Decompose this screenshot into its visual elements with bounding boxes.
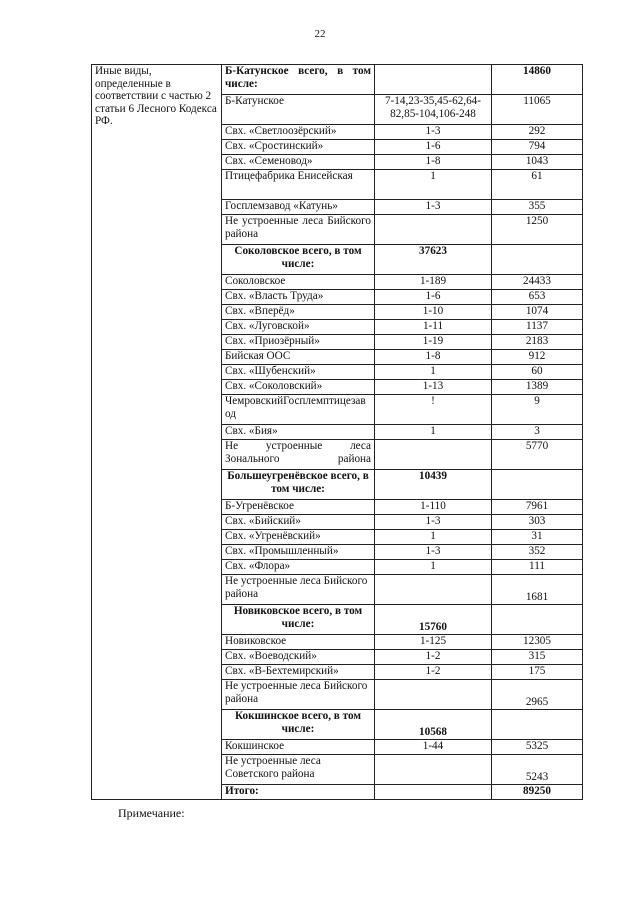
area-cell: 653 [492, 290, 583, 305]
quarters-cell: 10439 [375, 470, 492, 500]
forestry-name-cell: Свх. «Бийский» [222, 515, 375, 530]
page-number: 22 [314, 28, 326, 40]
quarters-cell: 7-14,23-35,45-62,64-82,85-104,106-248 [375, 95, 492, 125]
quarters-cell: 1 [375, 560, 492, 575]
area-cell: 355 [492, 200, 583, 215]
area-cell: 2183 [492, 335, 583, 350]
area-cell: 5243 [492, 755, 583, 785]
area-cell: 352 [492, 545, 583, 560]
quarters-cell: ! [375, 395, 492, 425]
forestry-name-cell: Б-Угренёвское [222, 500, 375, 515]
forestry-name-cell: Свх. «Соколовский» [222, 380, 375, 395]
area-cell: 315 [492, 650, 583, 665]
area-cell: 60 [492, 365, 583, 380]
area-cell: 912 [492, 350, 583, 365]
forestry-name-cell: Свх. «Промышленный» [222, 545, 375, 560]
total-label-cell: Итого: [222, 785, 375, 800]
quarters-cell: 1-44 [375, 740, 492, 755]
table-row [92, 65, 583, 95]
quarters-cell: 1 [375, 365, 492, 380]
forest-type-label: Иные виды, определенные в соответствии с частью 2 статьи 6 Лесного Кодекса РФ. [95, 65, 217, 128]
total-area-cell: 89250 [492, 785, 583, 800]
area-cell [492, 710, 583, 740]
quarters-cell: 37623 [375, 245, 492, 275]
area-cell: 5770 [492, 440, 583, 470]
forestry-name-cell: Свх. «Вперёд» [222, 305, 375, 320]
area-cell: 31 [492, 530, 583, 545]
area-cell: 292 [492, 125, 583, 140]
area-cell [492, 470, 583, 500]
forestry-name-cell: Не устроенные леса Бийского района [222, 680, 375, 710]
quarters-cell: 1-189 [375, 275, 492, 290]
area-cell: 175 [492, 665, 583, 680]
quarters-cell: 1 [375, 530, 492, 545]
quarters-cell: 1-6 [375, 290, 492, 305]
quarters-cell: 1 [375, 170, 492, 200]
quarters-cell [375, 215, 492, 245]
forestry-name-cell: Госплемзавод «Катунь» [222, 200, 375, 215]
area-cell: 9 [492, 395, 583, 425]
quarters-cell [375, 65, 492, 95]
quarters-cell: 1-8 [375, 155, 492, 170]
quarters-cell [375, 575, 492, 605]
note-label: Примечание: [118, 806, 185, 820]
quarters-cell: 1-8 [375, 350, 492, 365]
forestry-name-cell: Не устроенные леса Зонального района [222, 440, 375, 470]
forestry-name-cell: Свх. «В-Бехтемирский» [222, 665, 375, 680]
quarters-cell: 1-13 [375, 380, 492, 395]
forestry-name-cell: Соколовское [222, 275, 375, 290]
forestry-name-cell: ЧемровскийГосплемптицезавод [222, 395, 375, 425]
forestry-name-cell: Свх. «Шубенский» [222, 365, 375, 380]
area-cell: 7961 [492, 500, 583, 515]
quarters-cell: 1-11 [375, 320, 492, 335]
quarters-cell: 1-10 [375, 305, 492, 320]
quarters-cell: 1-2 [375, 665, 492, 680]
area-cell: 1250 [492, 215, 583, 245]
area-cell: 1043 [492, 155, 583, 170]
forestry-name-cell: Б-Катунское всего, в том числе: [222, 65, 375, 95]
area-cell [492, 245, 583, 275]
quarters-cell: 1 [375, 425, 492, 440]
forestry-name-cell: Не устроенные леса Бийского района [222, 575, 375, 605]
area-cell: 14860 [492, 65, 583, 95]
quarters-cell: 1-6 [375, 140, 492, 155]
forestry-name-cell: Большеугренёвское всего, в том числе: [222, 470, 375, 500]
forestry-name-cell: Свх. «Воеводский» [222, 650, 375, 665]
quarters-cell [375, 680, 492, 710]
area-cell: 12305 [492, 635, 583, 650]
forestry-name-cell: Свх. «Власть Труда» [222, 290, 375, 305]
forestry-name-cell: Свх. «Светлоозёрский» [222, 125, 375, 140]
quarters-cell: 1-19 [375, 335, 492, 350]
area-cell: 5325 [492, 740, 583, 755]
area-cell [492, 605, 583, 635]
quarters-cell: 15760 [375, 605, 492, 635]
forestry-name-cell: Кокшинское [222, 740, 375, 755]
area-cell: 61 [492, 170, 583, 200]
area-cell: 303 [492, 515, 583, 530]
forestry-name-cell: Свх. «Бия» [222, 425, 375, 440]
quarters-cell: 1-110 [375, 500, 492, 515]
quarters-cell [375, 440, 492, 470]
area-cell: 1681 [492, 575, 583, 605]
forestry-name-cell: Свх. «Флора» [222, 560, 375, 575]
area-cell: 1074 [492, 305, 583, 320]
quarters-cell: 1-3 [375, 545, 492, 560]
area-cell: 2965 [492, 680, 583, 710]
area-cell: 3 [492, 425, 583, 440]
forestry-name-cell: Б-Катунское [222, 95, 375, 125]
forestry-name-cell: Свх. «Сростинский» [222, 140, 375, 155]
forestry-name-cell: Свх. «Приозёрный» [222, 335, 375, 350]
quarters-cell [375, 785, 492, 800]
forestry-name-cell: Кокшинское всего, в том числе: [222, 710, 375, 740]
forestry-name-cell: Новиковское [222, 635, 375, 650]
forestry-name-cell: Свх. «Луговской» [222, 320, 375, 335]
forestry-name-cell: Птицефабрика Енисейская [222, 170, 375, 200]
forest-table [91, 64, 583, 800]
forestry-name-cell: Свх. «Угренёвский» [222, 530, 375, 545]
area-cell: 1137 [492, 320, 583, 335]
area-cell: 11065 [492, 95, 583, 125]
area-cell: 111 [492, 560, 583, 575]
area-cell: 1389 [492, 380, 583, 395]
forestry-name-cell: Не устроенные леса Бийского района [222, 215, 375, 245]
quarters-cell: 1-3 [375, 515, 492, 530]
quarters-cell: 1-125 [375, 635, 492, 650]
quarters-cell [375, 755, 492, 785]
forestry-name-cell: Бийская ООС [222, 350, 375, 365]
forestry-name-cell: Соколовское всего, в том числе: [222, 245, 375, 275]
quarters-cell: 1-3 [375, 200, 492, 215]
forestry-name-cell: Не устроенные леса Советского района [222, 755, 375, 785]
quarters-cell: 1-2 [375, 650, 492, 665]
forestry-name-cell: Новиковское всего, в том числе: [222, 605, 375, 635]
forestry-name-cell: Свх. «Семеновод» [222, 155, 375, 170]
area-cell: 794 [492, 140, 583, 155]
forest-type-cell [92, 65, 222, 800]
quarters-cell: 10568 [375, 710, 492, 740]
area-cell: 24433 [492, 275, 583, 290]
quarters-cell: 1-3 [375, 125, 492, 140]
